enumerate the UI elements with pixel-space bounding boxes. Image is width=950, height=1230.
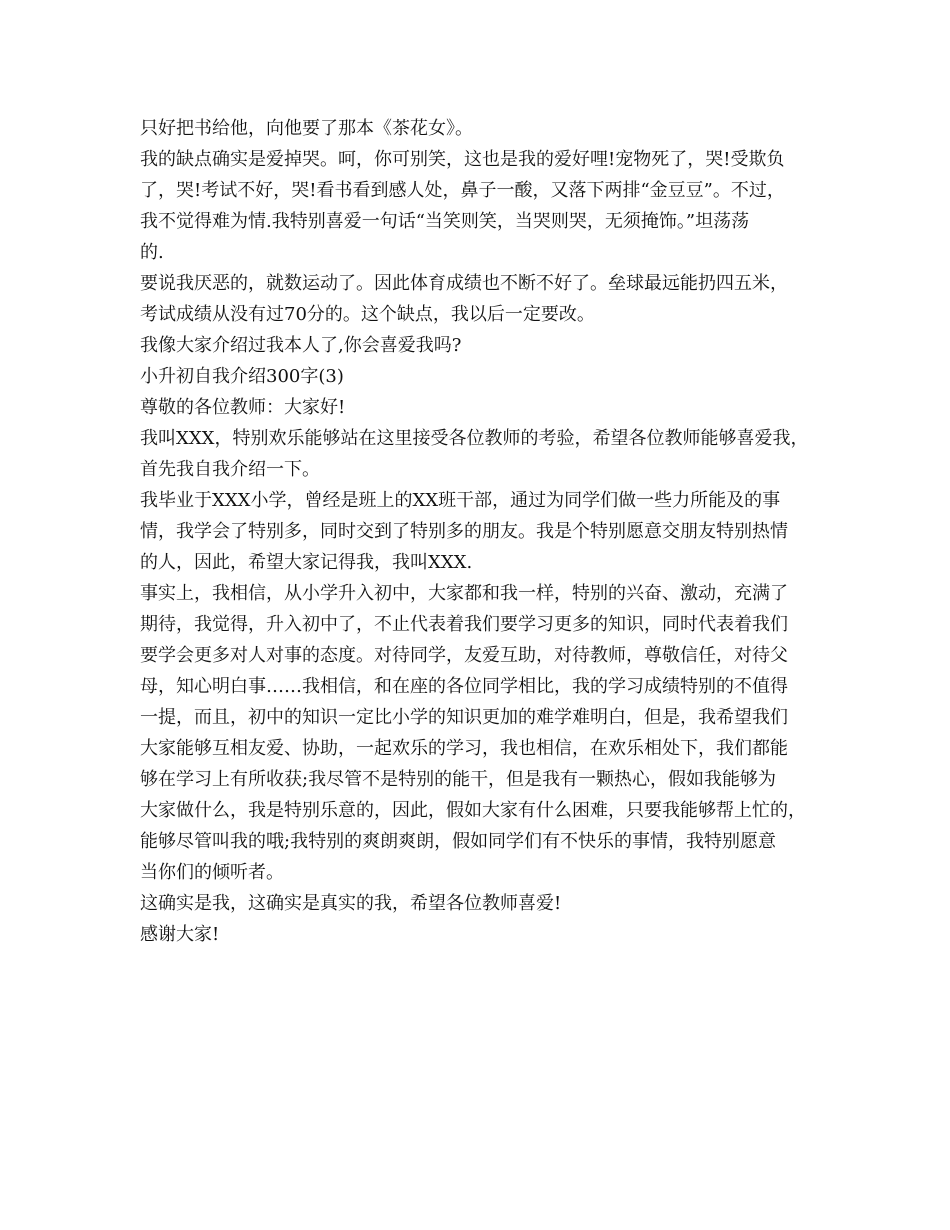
text-line: 这确实是我，这确实是真实的我，希望各位教师喜爱!: [140, 893, 562, 914]
text-line: 考试成绩从没有过70分的。这个缺点，我以后一定要改。: [140, 304, 595, 325]
text-line: 要说我厌恶的，就数运动了。因此体育成绩也不断不好了。垒球最远能扔四五米，: [140, 273, 788, 294]
text-line: 要学会更多对人对事的态度。对待同学，友爱互助，对待教师，尊敬信任，对待父: [140, 645, 788, 666]
text-line: 我叫XXX，特别欢乐能够站在这里接受各位教师的考验，希望各位教师能够喜爱我，: [140, 428, 809, 449]
document-body: [140, 113, 830, 950]
section-heading: 小升初自我介绍300字(3): [140, 366, 344, 387]
text-line: 一提，而且，初中的知识一定比小学的知识更加的难学难明白，但是，我希望我们: [140, 707, 788, 728]
text-line: 母，知心明白事……我相信，和在座的各位同学相比，我的学习成绩特别的不值得: [140, 676, 788, 697]
text-line: 大家能够互相友爱、协助，一起欢乐的学习，我也相信，在欢乐相处下，我们都能: [140, 738, 788, 759]
greeting-line: 尊敬的各位教师：大家好!: [140, 397, 346, 418]
text-line: 了，哭!考试不好，哭!看书看到感人处，鼻子一酸，又落下两排“金豆豆”。不过，: [140, 180, 785, 201]
text-line: 的人，因此，希望大家记得我，我叫XXX.: [140, 552, 473, 573]
text-line: 期待，我觉得，升入初中了，不止代表着我们要学习更多的知识，同时代表着我们: [140, 614, 788, 635]
text-line: 事实上，我相信，从小学升入初中，大家都和我一样，特别的兴奋、激动，充满了: [140, 583, 788, 604]
text-line: 首先我自我介绍一下。: [140, 459, 320, 480]
text-line: 只好把书给他，向他要了那本《茶花女》。: [140, 118, 473, 139]
text-line: 我毕业于XXX小学，曾经是班上的XX班干部，通过为同学们做一些力所能及的事: [140, 490, 781, 511]
text-line: 能够尽管叫我的哦;我特别的爽朗爽朗，假如同学们有不快乐的事情，我特别愿意: [140, 831, 777, 852]
text-line: 我不觉得难为情.我特别喜爱一句话“当笑则笑，当哭则哭，无须掩饰。”坦荡荡: [140, 211, 750, 232]
closing-line: 感谢大家!: [140, 924, 220, 945]
text-line: 我像大家介绍过我本人了,你会喜爱我吗?: [140, 335, 462, 356]
text-line: 我的缺点确实是爱掉哭。呵，你可别笑，这也是我的爱好哩!宠物死了，哭!受欺负: [140, 149, 785, 170]
text-line: 当你们的倾听者。: [140, 862, 284, 883]
text-line: 大家做什么，我是特别乐意的，因此，假如大家有什么困难，只要我能够帮上忙的，: [140, 800, 806, 821]
text-line: 情，我学会了特别多，同时交到了特别多的朋友。我是个特别愿意交朋友特别热情: [140, 521, 788, 542]
text-line: 的.: [140, 242, 164, 263]
text-line: 够在学习上有所收获;我尽管不是特别的能干，但是我有一颗热心，假如我能够为: [140, 769, 777, 790]
